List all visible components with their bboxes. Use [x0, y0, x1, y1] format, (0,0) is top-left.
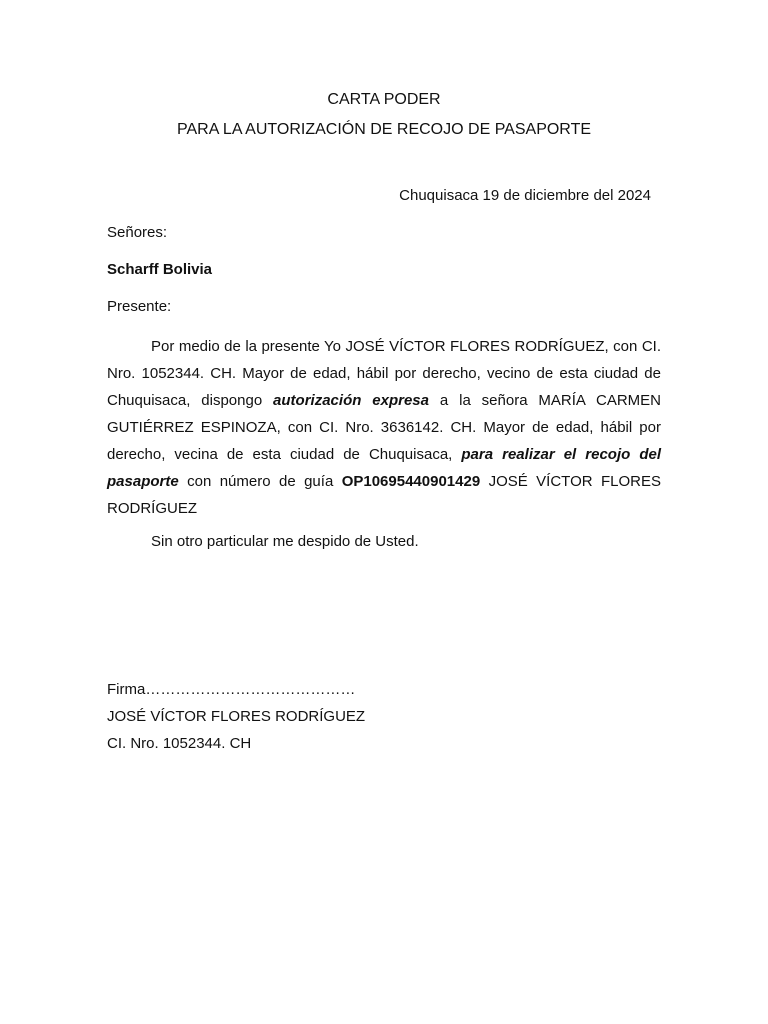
salutation: Señores: — [107, 224, 168, 241]
recipient-name: Scharff Bolivia — [107, 261, 213, 278]
document-title: CARTA PODER — [327, 91, 441, 108]
body-text-2: a la señora MARÍA CARMEN GUTIÉRREZ ESPINOZA, con CI. Nro. 3636142. CH. Mayor de edad, hábil por derecho, vecina de esta ciudad de Chuquisaca, — [107, 392, 661, 463]
body-text-1: Por medio de la presente Yo JOSÉ VÍCTOR FLORES RODRÍGUEZ, con CI. Nro. 1052344. CH. Mayor de edad, hábil por derecho, vecino de esta ciudad de Chuquisaca, dispongo — [107, 338, 661, 409]
signer-name: JOSÉ VÍCTOR FLORES RODRÍGUEZ — [107, 708, 366, 725]
place-date: Chuquisaca 19 de diciembre del 2024 — [399, 187, 651, 204]
signer-id: CI. Nro. 1052344. CH — [107, 735, 252, 752]
guide-number: OP10695440901429 — [341, 473, 481, 490]
document-subtitle: PARA LA AUTORIZACIÓN DE RECOJO DE PASAPORTE — [176, 121, 592, 138]
body-emphasis-authorization: autorización expresa — [273, 392, 429, 409]
body-emphasis-purpose: para realizar el recojo del pasaporte — [107, 446, 662, 490]
recipient — [107, 261, 212, 278]
body-paragraph — [107, 333, 661, 522]
body-text-3: con número de guía — [178, 473, 342, 490]
signature-line: Firma…………………………………… — [107, 681, 356, 698]
presente-line: Presente: — [107, 298, 172, 315]
closing-line: Sin otro particular me despido de Usted. — [151, 533, 419, 550]
body-text-4: JOSÉ VÍCTOR FLORES RODRÍGUEZ — [107, 473, 662, 517]
